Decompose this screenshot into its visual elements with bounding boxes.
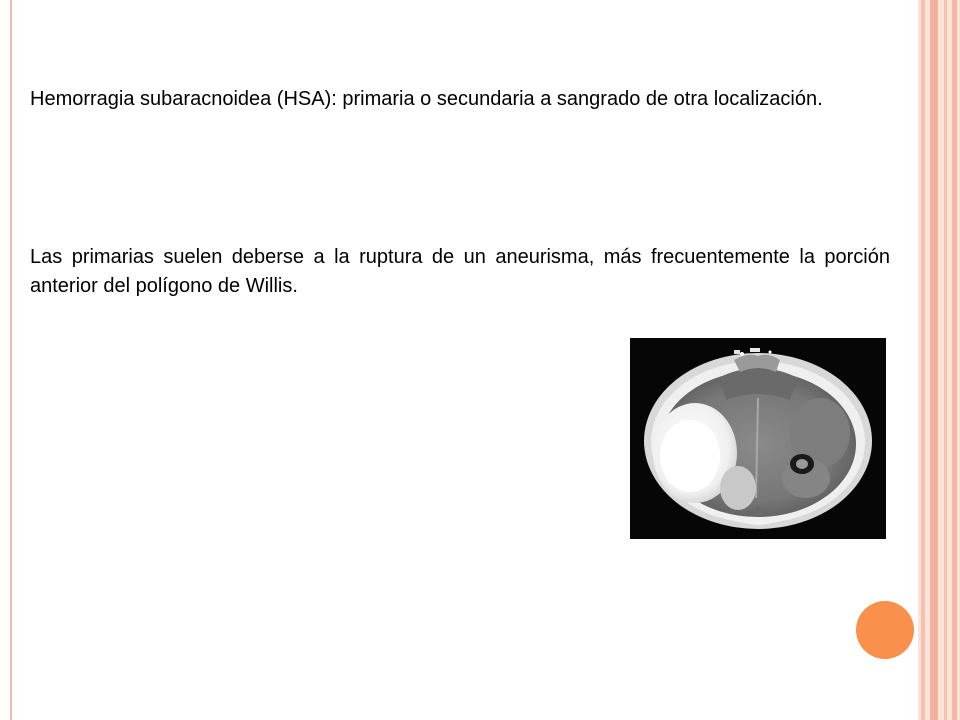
paragraph-hsa-definition: Hemorragia subaracnoidea (HSA): primaria o secundaria a sangrado de otra localización. [30, 88, 823, 110]
paragraph-primary-causes: Las primarias suelen deberse a la ruptura de un aneurisma, más frecuentemente la porción anterior del polígono de Willis. [30, 246, 890, 297]
ct-scan-brain-image [630, 338, 886, 539]
right-decorative-bar [930, 0, 938, 720]
left-border-line [10, 0, 12, 720]
right-decorative-bar [944, 0, 947, 720]
right-decorative-bar [952, 0, 957, 720]
orange-circle-decoration [856, 601, 914, 659]
right-decorative-bar [921, 0, 925, 720]
